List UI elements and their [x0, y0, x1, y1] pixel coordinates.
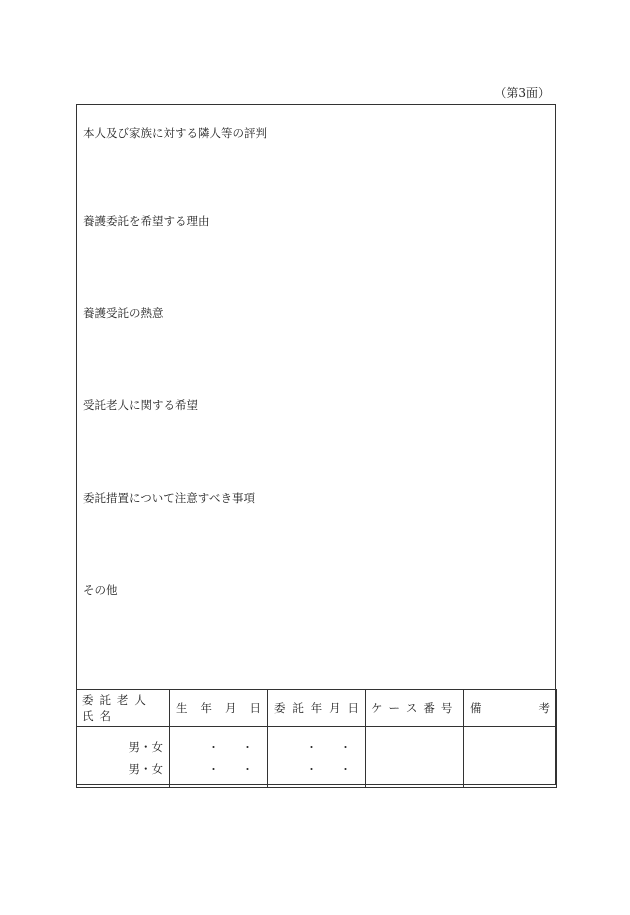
case-number-cell [366, 727, 464, 788]
birth-date-cell [170, 727, 268, 788]
table-row [77, 727, 557, 788]
remarks-cell [464, 727, 557, 788]
date-separator: ・ [242, 763, 253, 776]
header-remarks: 備 考 [464, 690, 557, 727]
date-separator: ・ [306, 741, 317, 754]
section-other: その他 [83, 583, 118, 597]
date-separator: ・ [340, 763, 351, 776]
sex-choice: 男・女 [128, 762, 163, 776]
section-enthusiasm: 養護受託の熱意 [83, 306, 164, 320]
date-separator: ・ [208, 763, 219, 776]
date-separator: ・ [306, 763, 317, 776]
header-case-number: ケ ー ス 番 号 [366, 690, 464, 727]
sex-choice: 男・女 [128, 740, 163, 754]
entrust-date-cell [268, 727, 366, 788]
header-birth-date: 生 年 月 日 [170, 690, 268, 727]
date-separator: ・ [208, 741, 219, 754]
header-entrust-date: 委 託 年 月 日 [268, 690, 366, 727]
section-care-notes: 委託措置について注意すべき事項 [83, 491, 256, 505]
name-cell [77, 727, 170, 788]
date-separator: ・ [242, 741, 253, 754]
section-reason-for-request: 養護委託を希望する理由 [83, 214, 210, 228]
elder-info-table [76, 689, 557, 788]
section-elder-preferences: 受託老人に関する希望 [83, 398, 198, 412]
form-box [76, 104, 556, 785]
header-elder-name: 委 託 老 人 氏 名 [77, 690, 170, 727]
table-header-row [77, 690, 557, 727]
page-number-label: （第3面） [494, 86, 550, 100]
date-separator: ・ [340, 741, 351, 754]
section-neighbor-reputation: 本人及び家族に対する隣人等の評判 [83, 126, 267, 140]
